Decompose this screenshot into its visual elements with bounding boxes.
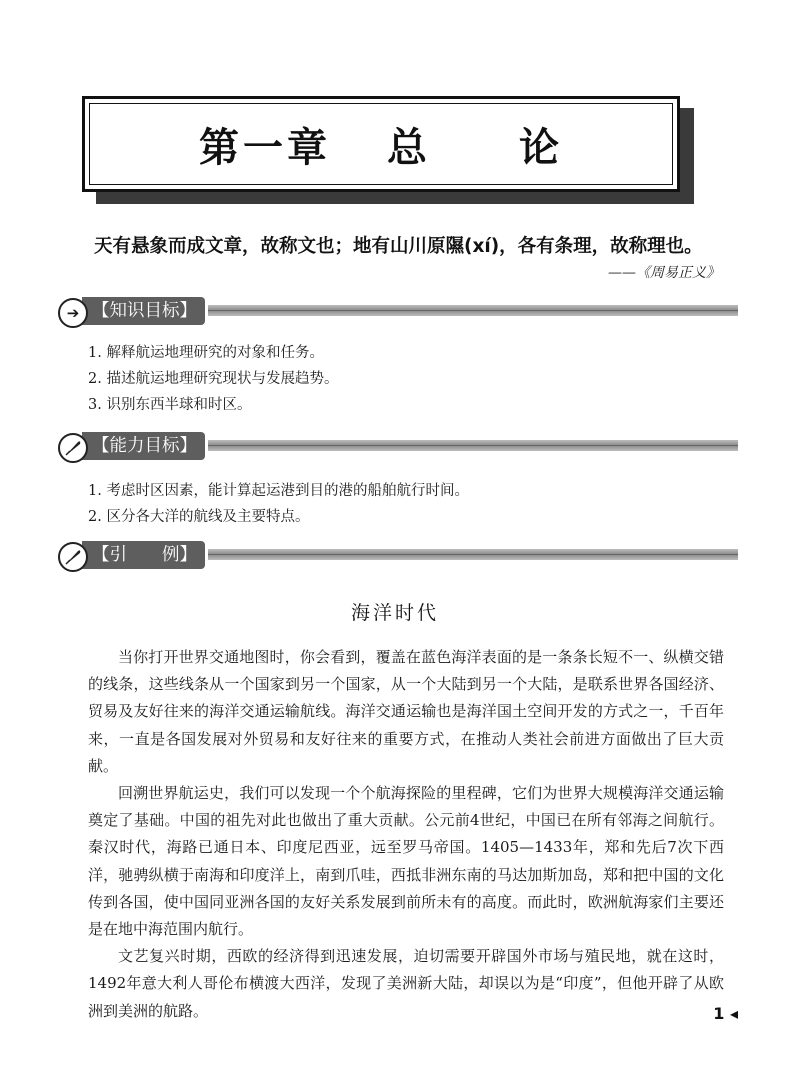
section-divider-bar bbox=[208, 549, 738, 560]
paragraph: 当你打开世界交通地图时，你会看到，覆盖在蓝色海洋表面的是一条条长短不一、纵横交错的线条，这些线条从一个国家到另一个国家，从一个大陆到另一个大陆，是联系世界各国经济、贸易及友好往来的海洋交通运输航线。海洋交通运输也是海洋国土空间开发的方式之一，千百年来，一直是各国发展对外贸易和友好往来的重要方式，在推动人类社会前进方面做出了巨大贡献。 bbox=[88, 648, 724, 775]
section-divider-bar bbox=[208, 305, 738, 316]
chapter-title-word-2: 论 bbox=[519, 124, 563, 171]
quill-pen-icon bbox=[58, 433, 88, 463]
chapter-title bbox=[199, 116, 563, 173]
section-label: 【引 例】 bbox=[82, 541, 205, 569]
list-item: 2. 区分各大洋的航线及主要特点。 bbox=[88, 509, 310, 525]
list-item: 1. 解释航运地理研究的对象和任务。 bbox=[88, 345, 324, 361]
section-header-case bbox=[58, 541, 738, 571]
paragraph: 回溯世界航运史，我们可以发现一个个航海探险的里程碑，它们为世界大规模海洋交通运输奠定了基础。中国的祖先对此也做出了重大贡献。公元前4世纪，中国已在所有邻海之间航行。秦汉时代，海路已通日本、印度尼西亚，远至罗马帝国。1405—1433年，郑和先后7次下西洋，驰骋纵横于南海和印度洋上，南到爪哇，西抵非洲东南的马达加斯加岛，郑和把中国的文化传到各国，使中国同亚洲各国的友好关系发展到前所未有的高度。而此时，欧洲航海家们主要还是在地中海范围内航行。 bbox=[88, 784, 724, 939]
ability-objectives-list bbox=[88, 478, 469, 530]
list-item: 2. 描述航运地理研究现状与发展趋势。 bbox=[88, 371, 339, 387]
chapter-title-word-1: 总 bbox=[387, 124, 431, 171]
chapter-title-inner-frame bbox=[89, 103, 673, 185]
section-header-ability bbox=[58, 432, 738, 462]
chapter-title-box bbox=[82, 96, 680, 192]
quill-pen-icon bbox=[58, 542, 88, 572]
section-divider-bar bbox=[208, 440, 738, 451]
article-body bbox=[88, 644, 724, 1025]
paragraph: 文艺复兴时期，西欧的经济得到迅速发展，迫切需要开辟国外市场与殖民地，就在这时，1492年意大利人哥伦布横渡大西洋，发现了美洲新大陆，却误以为是“印度”，但他开辟了从欧洲到美洲的航路。 bbox=[88, 947, 724, 1020]
section-label: 【知识目标】 bbox=[82, 297, 205, 325]
article-title: 海洋时代 bbox=[350, 602, 439, 624]
list-item: 1. 考虑时区因素，能计算起运港到目的港的船舶航行时间。 bbox=[88, 483, 469, 499]
list-item: 3. 识别东西半球和时区。 bbox=[88, 397, 252, 413]
chapter-number: 第一章 bbox=[199, 124, 331, 171]
epigraph-source: ——《周易正义》 bbox=[608, 265, 720, 281]
arrow-right-icon: ➔ bbox=[58, 298, 88, 328]
epigraph-text: 天有悬象而成文章，故称文也；地有山川原隰(xí)，各有条理，故称理也。 bbox=[94, 236, 703, 257]
section-label: 【能力目标】 bbox=[82, 432, 205, 460]
knowledge-objectives-list bbox=[88, 340, 338, 418]
page-number: 1 ◂ bbox=[713, 1004, 738, 1023]
section-header-knowledge bbox=[58, 297, 738, 327]
